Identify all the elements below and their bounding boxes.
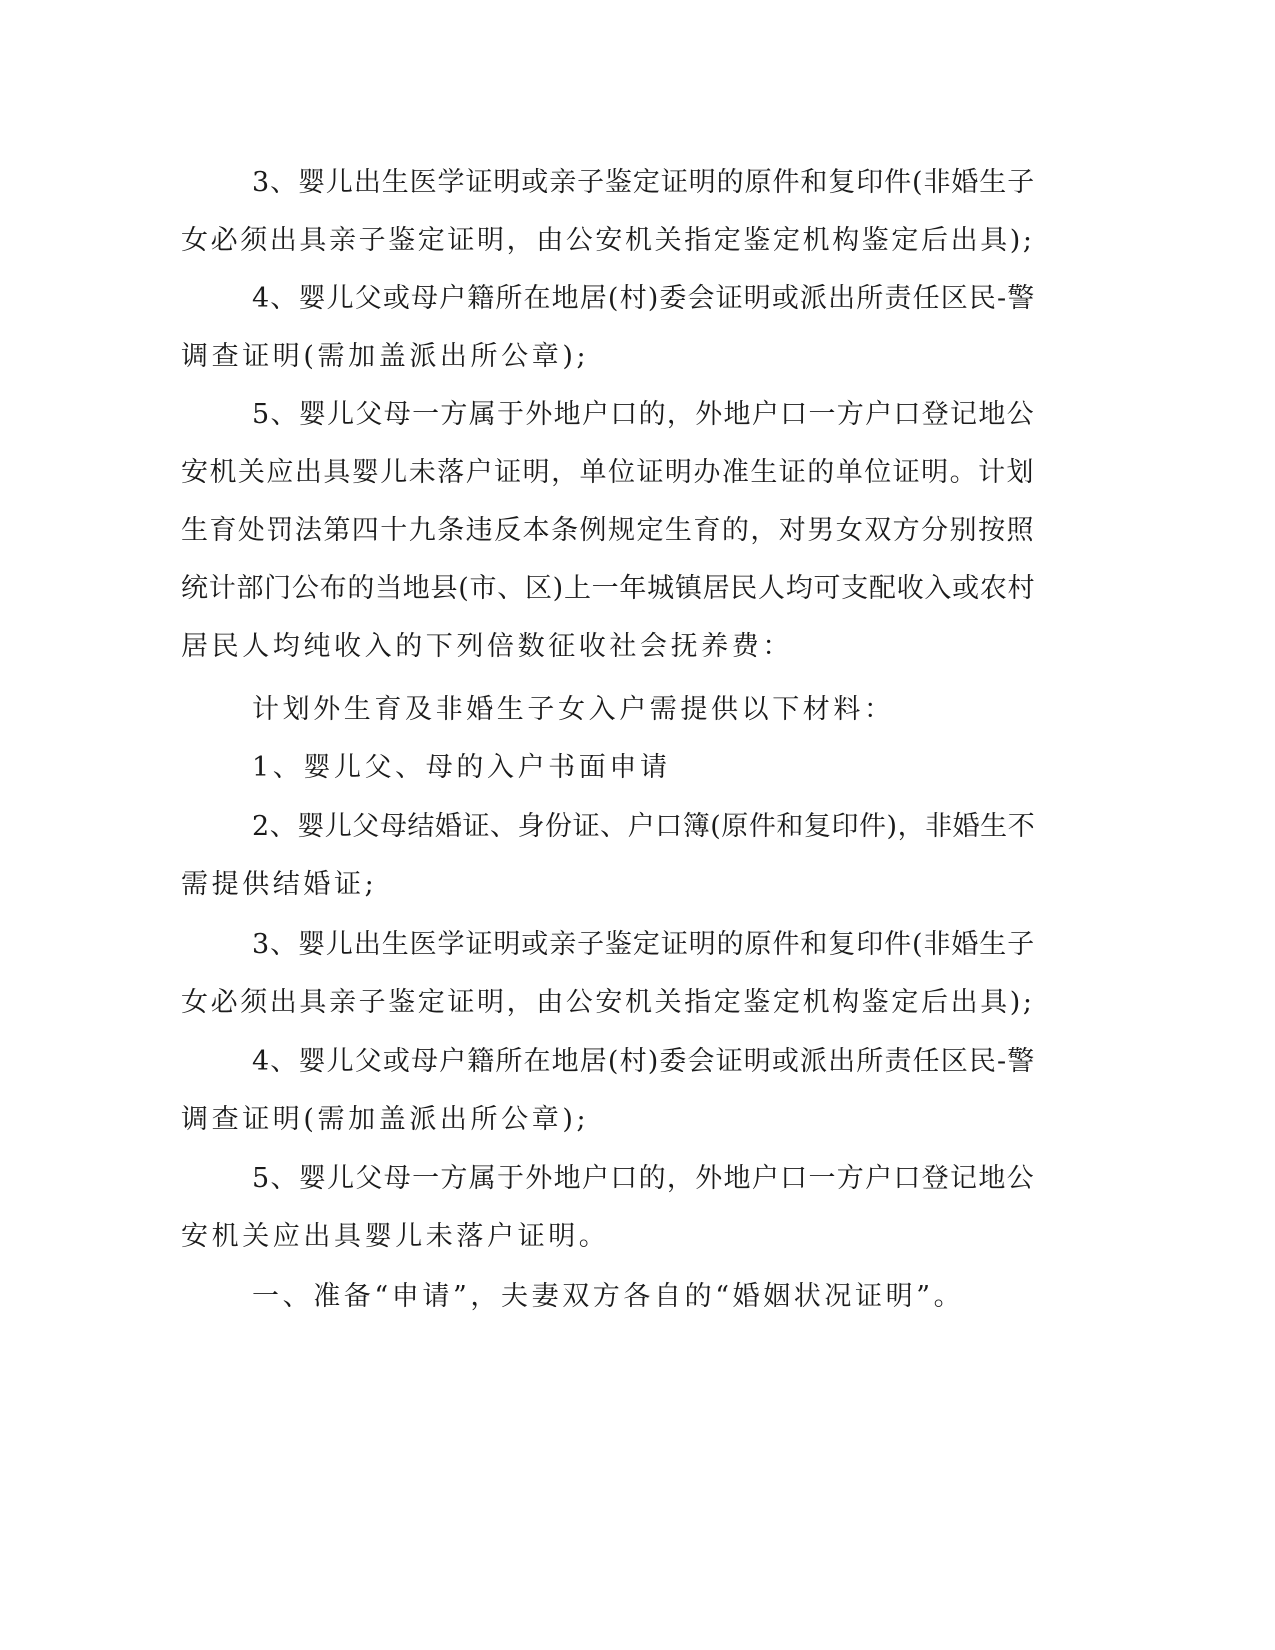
text-line: 生育处罚法第四十九条违反本条例规定生育的，对男女双方分别按照 [181, 515, 1035, 546]
text-line: 女必须出具亲子鉴定证明，由公安机关指定鉴定机构鉴定后出具); [181, 225, 1035, 256]
text-line: 一、准备“申请”，夫妻双方各自的“婚姻状况证明”。 [252, 1281, 965, 1312]
text-line: 统计部门公布的当地县(市、区)上一年城镇居民人均可支配收入或农村 [181, 573, 1036, 604]
text-line: 安机关应出具婴儿未落户证明。 [181, 1221, 610, 1252]
text-line: 5、婴儿父母一方属于外地户口的，外地户口一方户口登记地公 [252, 399, 1035, 430]
text-line: 调查证明(需加盖派出所公章); [181, 1104, 590, 1135]
text-line: 需提供结婚证; [181, 869, 378, 900]
text-line: 女必须出具亲子鉴定证明，由公安机关指定鉴定机构鉴定后出具); [181, 987, 1035, 1018]
text-line: 调查证明(需加盖派出所公章); [181, 341, 590, 372]
text-line: 3、婴儿出生医学证明或亲子鉴定证明的原件和复印件(非婚生子 [252, 167, 1036, 198]
text-line: 1、婴儿父、母的入户书面申请 [252, 752, 671, 783]
text-line: 安机关应出具婴儿未落户证明，单位证明办准生证的单位证明。计划 [181, 457, 1035, 488]
text-line: 4、婴儿父或母户籍所在地居(村)委会证明或派出所责任区民-警 [252, 283, 1036, 314]
text-line: 3、婴儿出生医学证明或亲子鉴定证明的原件和复印件(非婚生子 [252, 929, 1036, 960]
text-line: 居民人均纯收入的下列倍数征收社会抚养费： [181, 631, 793, 662]
text-line: 2、婴儿父母结婚证、身份证、户口簿(原件和复印件)，非婚生不 [252, 811, 1036, 842]
text-line: 5、婴儿父母一方属于外地户口的，外地户口一方户口登记地公 [252, 1163, 1035, 1194]
text-line: 4、婴儿父或母户籍所在地居(村)委会证明或派出所责任区民-警 [252, 1046, 1036, 1077]
text-line: 计划外生育及非婚生子女入户需提供以下材料： [252, 694, 895, 725]
